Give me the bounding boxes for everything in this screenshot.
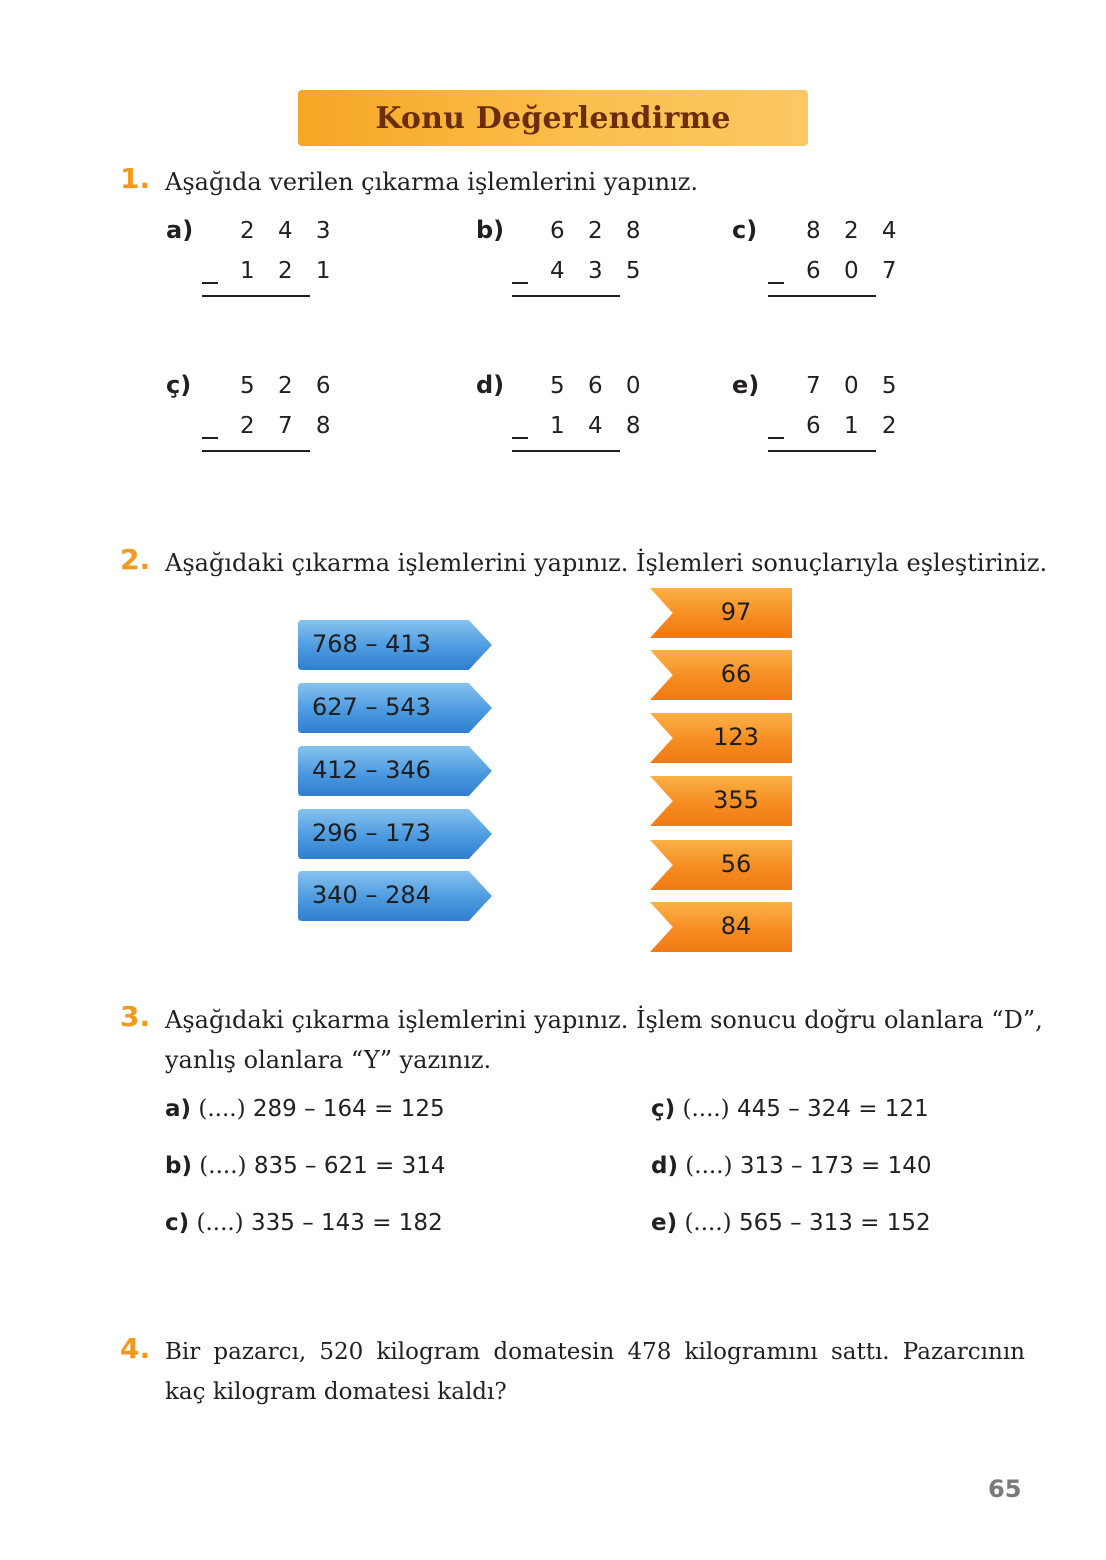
operation-label: 296 – 173 [312,819,431,847]
answer-line [768,450,876,452]
minus-sign [768,437,784,439]
question-2-number: 2. [120,543,151,576]
answer-line [202,450,310,452]
true-false-item-a [165,1096,445,1122]
result-card-1[interactable] [650,588,792,638]
minus-sign [512,437,528,439]
question-4-text-line-1: Bir pazarcı, 520 kilogram domatesin 478 kilogramını sattı. Pazarcının [165,1339,1025,1365]
answer-blank[interactable]: (....) [682,1096,730,1122]
subtrahend: 2 7 8 [240,413,339,439]
question-1-number: 1. [120,162,151,195]
minus-sign [512,282,528,284]
page-number: 65 [988,1475,1022,1503]
operation-card-1[interactable] [298,620,492,670]
operation-label: 412 – 346 [312,756,431,784]
item-expression: 335 – 143 = 182 [250,1210,443,1236]
subtrahend: 4 3 5 [550,258,649,284]
subtrahend: 1 2 1 [240,258,339,284]
problem-label: c) [732,216,758,244]
answer-line [768,295,876,297]
problem-label: a) [166,216,194,244]
subtraction-problem-a [166,216,346,306]
result-label: 84 [720,912,752,940]
minus-sign [202,437,218,439]
question-3-text-line-1: Aşağıdaki çıkarma işlemlerini yapınız. İşlem sonucu doğru olanlara “D”, [165,1006,1043,1034]
answer-blank[interactable]: (....) [199,1153,247,1179]
subtraction-problem-c-cedilla [166,371,346,461]
subtrahend: 6 1 2 [806,413,905,439]
answer-line [512,295,620,297]
question-3-text-line-2: yanlış olanlara “Y” yazınız. [165,1046,492,1074]
item-expression: 313 – 173 = 140 [739,1153,932,1179]
answer-blank[interactable]: (....) [198,1096,246,1122]
operation-card-2[interactable] [298,683,492,733]
result-label: 97 [720,598,752,626]
question-2-text: Aşağıdaki çıkarma işlemlerini yapınız. İşlemleri sonuçlarıyla eşleştiriniz. [165,549,1048,577]
item-expression: 289 – 164 = 125 [252,1096,445,1122]
minuend: 5 2 6 [240,373,339,399]
problem-label: e) [732,371,760,399]
item-label: e) [651,1210,678,1236]
true-false-item-b [165,1153,446,1179]
item-expression: 565 – 313 = 152 [738,1210,931,1236]
answer-blank[interactable]: (....) [684,1210,732,1236]
result-card-3[interactable] [650,713,792,763]
minuend: 7 0 5 [806,373,905,399]
operation-label: 627 – 543 [312,693,431,721]
subtrahend: 1 4 8 [550,413,649,439]
result-card-2[interactable] [650,650,792,700]
item-label: b) [165,1153,192,1179]
subtraction-problem-d [476,371,656,461]
minus-sign [768,282,784,284]
section-title-banner [298,90,808,146]
subtrahend: 6 0 7 [806,258,905,284]
minus-sign [202,282,218,284]
true-false-item-c-cedilla [651,1096,929,1122]
answer-blank[interactable]: (....) [196,1210,244,1236]
question-4-number: 4. [120,1332,151,1365]
operation-label: 340 – 284 [312,881,431,909]
minuend: 5 6 0 [550,373,649,399]
item-label: a) [165,1096,192,1122]
subtraction-problem-b [476,216,656,306]
result-label: 66 [720,660,752,688]
question-3-number: 3. [120,1000,151,1033]
question-1-text: Aşağıda verilen çıkarma işlemlerini yapınız. [165,168,699,196]
problem-label: d) [476,371,505,399]
minuend: 2 4 3 [240,218,339,244]
answer-line [202,295,310,297]
operation-card-5[interactable] [298,871,492,921]
subtraction-problem-e [732,371,912,461]
minuend: 6 2 8 [550,218,649,244]
problem-label: b) [476,216,505,244]
section-title: Konu Değerlendirme [375,100,731,136]
item-label: d) [651,1153,678,1179]
question-4-text-line-2: kaç kilogram domatesi kaldı? [165,1379,507,1405]
result-label: 56 [720,850,752,878]
result-card-5[interactable] [650,840,792,890]
true-false-item-c [165,1210,443,1236]
subtraction-problem-c [732,216,912,306]
item-label: ç) [651,1096,676,1122]
item-expression: 445 – 324 = 121 [736,1096,929,1122]
minuend: 8 2 4 [806,218,905,244]
result-card-4[interactable] [650,776,792,826]
operation-card-3[interactable] [298,746,492,796]
result-card-6[interactable] [650,902,792,952]
operation-label: 768 – 413 [312,630,431,658]
result-label: 355 [713,786,759,814]
result-label: 123 [713,723,759,751]
answer-blank[interactable]: (....) [685,1153,733,1179]
problem-label: ç) [166,371,192,399]
answer-line [512,450,620,452]
item-label: c) [165,1210,190,1236]
operation-card-4[interactable] [298,809,492,859]
item-expression: 835 – 621 = 314 [253,1153,446,1179]
true-false-item-e [651,1210,931,1236]
true-false-item-d [651,1153,932,1179]
